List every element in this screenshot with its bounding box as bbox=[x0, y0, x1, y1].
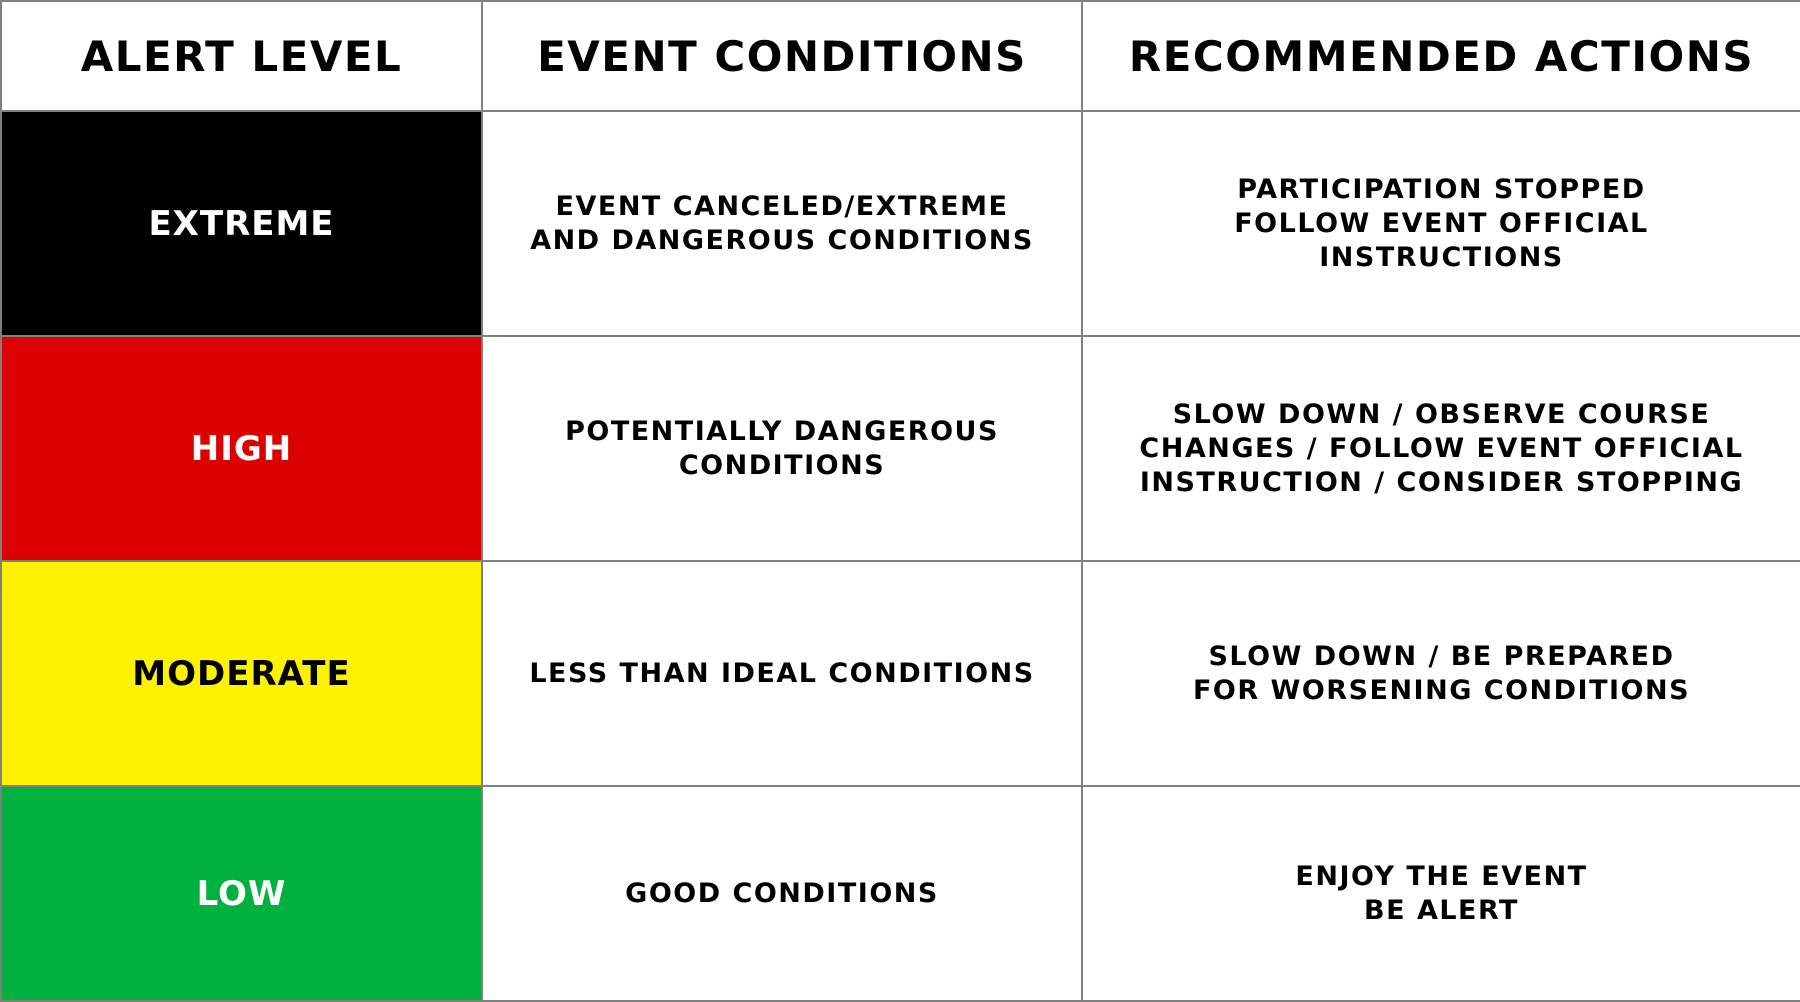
header-row bbox=[1, 1, 1800, 111]
actions-line: BE ALERT bbox=[1364, 894, 1519, 926]
actions-line: INSTRUCTIONS bbox=[1319, 241, 1564, 273]
table-row bbox=[1, 561, 1800, 786]
actions-line: SLOW DOWN / OBSERVE COURSE bbox=[1172, 398, 1711, 430]
recommended-actions-cell bbox=[1082, 561, 1800, 786]
conditions-line: GOOD CONDITIONS bbox=[625, 877, 939, 909]
actions-line: FOR WORSENING CONDITIONS bbox=[1192, 674, 1691, 706]
alert-level-cell: HIGH bbox=[1, 336, 482, 561]
actions-line: INSTRUCTION / CONSIDER STOPPING bbox=[1139, 466, 1744, 498]
actions-line: ENJOY THE EVENT bbox=[1295, 860, 1588, 892]
header-event-conditions: EVENT CONDITIONS bbox=[482, 1, 1082, 111]
conditions-line: AND DANGEROUS CONDITIONS bbox=[530, 224, 1034, 256]
alert-level-cell: LOW bbox=[1, 786, 482, 1001]
alert-level-cell: EXTREME bbox=[1, 111, 482, 336]
conditions-line: CONDITIONS bbox=[678, 449, 886, 481]
header-alert-level: ALERT LEVEL bbox=[1, 1, 482, 111]
conditions-line: LESS THAN IDEAL CONDITIONS bbox=[529, 657, 1035, 689]
recommended-actions-cell bbox=[1082, 111, 1800, 336]
alert-level-cell: MODERATE bbox=[1, 561, 482, 786]
recommended-actions-cell bbox=[1082, 786, 1800, 1001]
table-row bbox=[1, 336, 1800, 561]
event-conditions-cell bbox=[482, 561, 1082, 786]
actions-line: CHANGES / FOLLOW EVENT OFFICIAL bbox=[1139, 432, 1744, 464]
actions-line: FOLLOW EVENT OFFICIAL bbox=[1234, 207, 1649, 239]
recommended-actions-cell bbox=[1082, 336, 1800, 561]
event-conditions-cell bbox=[482, 786, 1082, 1001]
event-conditions-cell bbox=[482, 111, 1082, 336]
event-conditions-cell bbox=[482, 336, 1082, 561]
conditions-line: POTENTIALLY DANGEROUS bbox=[565, 415, 999, 447]
actions-line: PARTICIPATION STOPPED bbox=[1237, 173, 1646, 205]
actions-line: SLOW DOWN / BE PREPARED bbox=[1208, 640, 1675, 672]
table-row bbox=[1, 111, 1800, 336]
header-recommended-actions: RECOMMENDED ACTIONS bbox=[1082, 1, 1800, 111]
table-row bbox=[1, 786, 1800, 1001]
conditions-line: EVENT CANCELED/EXTREME bbox=[555, 190, 1009, 222]
